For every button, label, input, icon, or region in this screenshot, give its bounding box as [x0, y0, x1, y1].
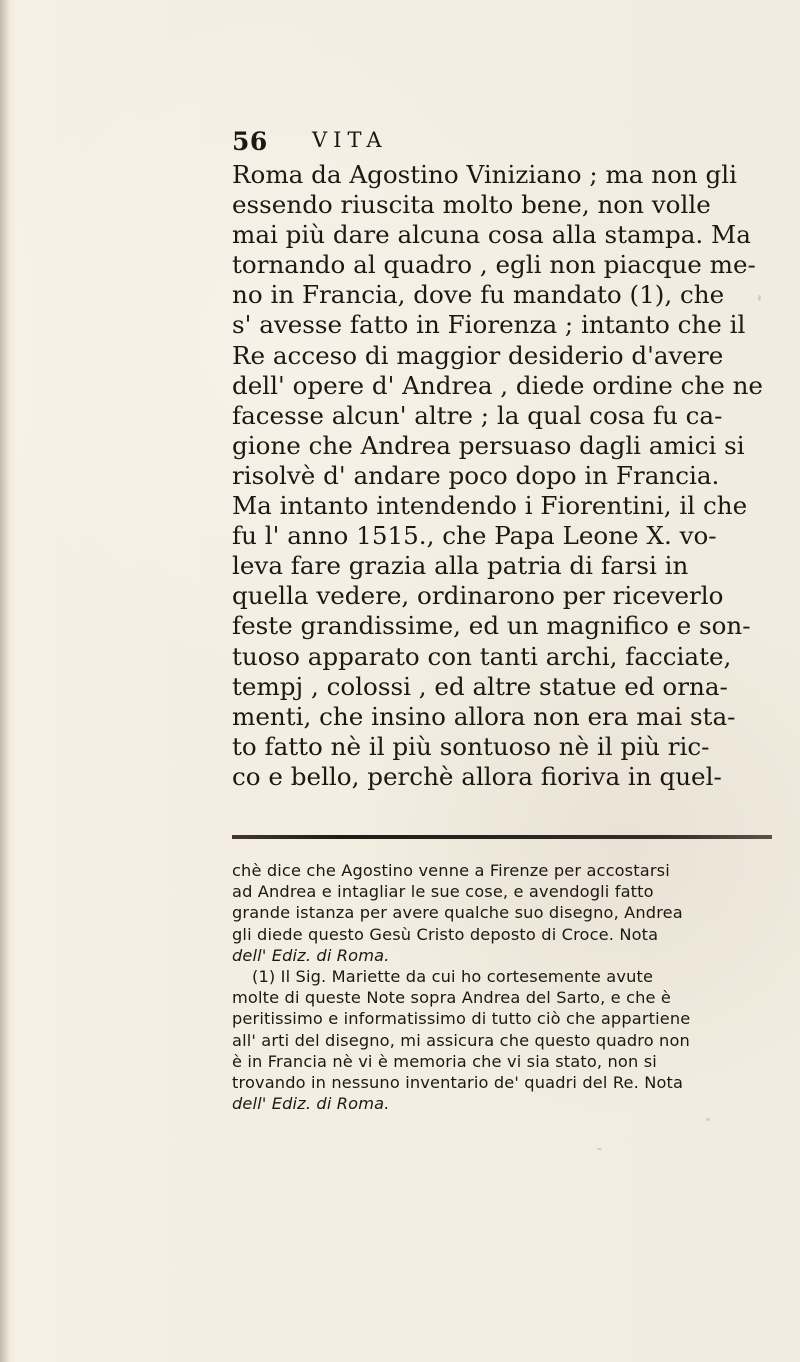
main-text-line: menti, che insino allora non era mai sta-: [232, 701, 736, 731]
footnote-line: all' arti del disegno, mi assicura che questo quadro non: [232, 1030, 690, 1050]
main-text-line: essendo riuscita molto bene, non volle: [232, 190, 711, 220]
main-text-line: Ma intanto intendendo i Fiorentini, il che: [232, 491, 748, 521]
running-head: VITA: [312, 128, 388, 152]
footnotes: [232, 860, 792, 1114]
main-text-line: s' avesse fatto in Fiorenza ; intanto che il: [232, 310, 746, 340]
main-text-line: gione che Andrea persuaso dagli amici si: [232, 430, 745, 460]
main-text-line: tuoso apparato con tanti archi, facciate,: [232, 641, 732, 671]
footnote-line: ad Andrea e intagliar le sue cose, e avendogli fatto: [232, 882, 654, 902]
main-text-line: tornando al quadro , egli non piacque me-: [232, 250, 756, 280]
main-text-line: risolvè d' andare poco dopo in Francia.: [232, 460, 720, 490]
main-text-line: mai più dare alcuna cosa alla stampa. Ma: [232, 220, 751, 250]
main-text-line: leva fare grazia alla patria di farsi in: [232, 551, 689, 581]
footnote-line: trovando in nessuno inventario de' quadri del Re. Nota: [232, 1073, 684, 1093]
main-text: [232, 160, 792, 792]
footnote-line: gli diede questo Gesù Cristo deposto di Croce. Nota: [232, 924, 659, 944]
footnote-line: è in Francia nè vi è memoria che vi sia stato, non si: [232, 1051, 657, 1071]
main-text-line: to fatto nè il più sontuoso nè il più ric-: [232, 731, 710, 761]
footnote-line: chè dice che Agostino venne a Firenze per accostarsi: [232, 861, 670, 880]
footnote-line: grande istanza per avere qualche suo disegno, Andrea: [232, 903, 683, 923]
page-number: 56: [232, 127, 268, 156]
footnote-line: molte di queste Note sopra Andrea del Sarto, e che è: [232, 988, 672, 1008]
footnote-line: dell' Ediz. di Roma.: [232, 1094, 390, 1114]
main-text-line: no in Francia, dove fu mandato (1), che: [232, 280, 725, 310]
footnote-line: (1) Il Sig. Mariette da cui ho cortesemente avute: [252, 967, 654, 987]
main-text-line: facesse alcun' altre ; la qual cosa fu ca-: [232, 400, 723, 430]
main-text-line: co e bello, perchè allora fioriva in quel-: [232, 761, 722, 791]
footnote-line: peritissimo e informatissimo di tutto ciò che appartiene: [232, 1009, 691, 1029]
main-text-line: Re acceso di maggior desiderio d'avere: [232, 340, 724, 370]
footnote-line: dell' Ediz. di Roma.: [232, 945, 390, 965]
main-text-line: tempj , colossi , ed altre statue ed orna-: [232, 671, 728, 701]
main-text-line: dell' opere d' Andrea , diede ordine che ne: [232, 370, 763, 400]
main-text-line: quella vedere, ordinarono per riceverlo: [232, 581, 724, 611]
page-binding-edge: [0, 0, 10, 1362]
main-text-line: Roma da Agostino Viniziano ; ma non gli: [232, 160, 738, 189]
main-text-line: feste grandissime, ed un magnifico e son-: [232, 611, 751, 641]
paper-speck: [597, 1148, 602, 1150]
page-header: [232, 127, 772, 161]
footnote-divider: [232, 835, 772, 839]
paper-speck: [706, 1118, 710, 1121]
main-text-line: fu l' anno 1515., che Papa Leone X. vo-: [232, 521, 717, 551]
paper-speck: [758, 295, 761, 301]
